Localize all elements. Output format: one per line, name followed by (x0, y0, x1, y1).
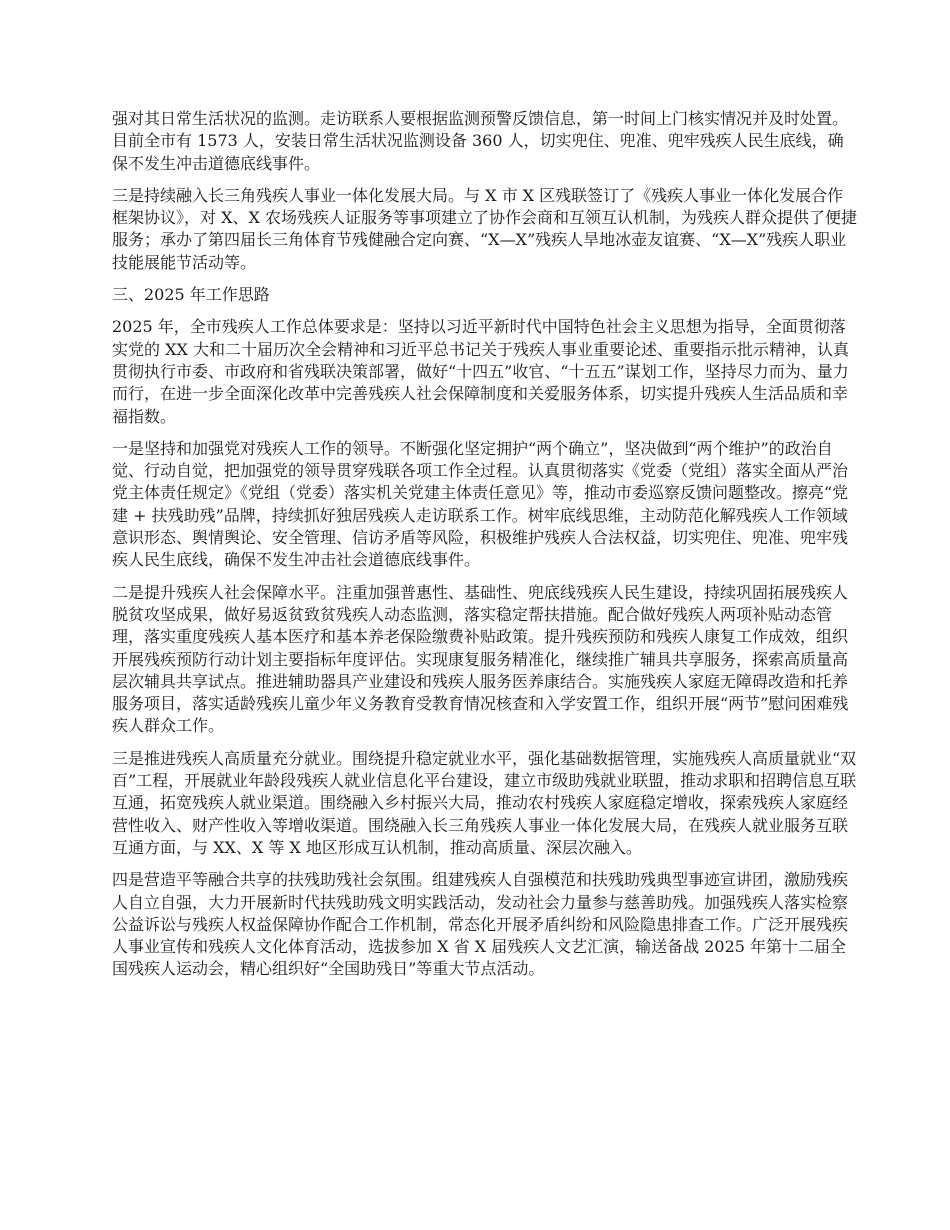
paragraph-monitoring: 强对其日常生活状况的监测。走访联系人要根据监测预警反馈信息，第一时间上门核实情况并及时处置。目前全市有 1573 人，安装日常生活状况监测设备 360 人，切实兜住、兜准、兜牢残疾人民生底线，确保不发生冲击道德底线事件。 (112, 109, 849, 173)
paragraph-social-atmosphere: 四是营造平等融合共享的扶残助残社会氛围。组建残疾人自强模范和扶残助残典型事迹宣讲团，激励残疾人自立自强，大力开展新时代扶残助残文明实践活动，发动社会力量参与慈善助残。加强残疾人落实检察公益诉讼与残疾人权益保障协作配合工作机制，常态化开展矛盾纠纷和风险隐患排查工作。广泛开展残疾人事业宣传和残疾人文化体育活动，选拔参加 X 省 X 届残疾人文艺汇演，输送备战 2025 年第十二届全国残疾人运动会，精心组织好“全国助残日”等重大节点活动。 (112, 870, 849, 979)
document-body (112, 108, 857, 991)
paragraph-employment: 三是推进残疾人高质量充分就业。围绕提升稳定就业水平，强化基础数据管理，实施残疾人高质量就业“双百”工程，开展就业年龄段残疾人就业信息化平台建设，建立市级助残就业联盟，推动求职和招聘信息互联互通，拓宽残疾人就业渠道。围绕融入乡村振兴大局，推动农村残疾人家庭稳定增收，探索残疾人家庭经营性收入、财产性收入等增收渠道。围绕融入长三角残疾人事业一体化发展大局，在残疾人就业服务互联互通方面，与 XX、X 等 X 地区形成互认机制，推动高质量、深层次融入。 (112, 748, 857, 857)
section-heading-2025-plan: 三、2025 年工作思路 (112, 285, 270, 305)
paragraph-party-leadership: 一是坚持和加强党对残疾人工作的领导。不断强化坚定拥护“两个确立”，坚决做到“两个维护”的政治自觉、行动自觉，把加强党的领导贯穿残联各项工作全过程。认真贯彻落实《党委（党组）落实全面从严治党主体责任规定》《党组（党委）落实机关党建主体责任意见》等，推动市委巡察反馈问题整改。擦亮“党建 + 扶残助残”品牌，持续抓好独居残疾人走访联系工作。树牢底线思维，主动防范化解残疾人工作领域意识形态、舆情舆论、安全管理、信访矛盾等风险，积极维护残疾人合法权益，切实兜住、兜准、兜牢残疾人民生底线，确保不发生冲击社会道德底线事件。 (112, 438, 849, 570)
paragraph-overall-requirements: 2025 年，全市残疾人工作总体要求是：坚持以习近平新时代中国特色社会主义思想为指导，全面贯彻落实党的 XX 大和二十届历次全会精神和习近平总书记关于残疾人事业重要论述、重要指示批示精神，认真贯彻执行市委、市政府和省残联决策部署，做好“十四五”收官、“十五五”谋划工作，坚持尽力而为、量力而行，在进一步全面深化改革中完善残疾人社会保障制度和关爱服务体系，切实提升残疾人生活品质和幸福指数。 (112, 317, 849, 426)
paragraph-yangtze-integration: 三是持续融入长三角残疾人事业一体化发展大局。与 X 市 X 区残联签订了《残疾人事业一体化发展合作框架协议》，对 X、X 农场残疾人证服务等事项建立了协作会商和互领互认机制，为残疾人群众提供了便捷服务；承办了第四届长三角体育节残健融合定向赛、“X—X”残疾人旱地冰壶友谊赛、“X—X”残疾人职业技能展能节活动等。 (112, 185, 857, 272)
paragraph-social-security: 二是提升残疾人社会保障水平。注重加强普惠性、基础性、兜底线残疾人民生建设，持续巩固拓展残疾人脱贫攻坚成果，做好易返贫致贫残疾人动态监测，落实稳定帮扶措施。配合做好残疾人两项补贴动态管理，落实重度残疾人基本医疗和基本养老保险缴费补贴政策。提升残疾预防和残疾人康复工作成效，组织开展残疾预防行动计划主要指标年度评估。实现康复服务精准化，继续推广辅具共享服务，探索高质量高层次辅具共享试点。推进辅助器具产业建设和残疾人服务医养康结合。实施残疾人家庭无障碍改造和托养服务项目，落实适龄残疾儿童少年义务教育受教育情况核查和入学安置工作，组织开展“两节”慰问困难残疾人群众工作。 (112, 582, 849, 736)
